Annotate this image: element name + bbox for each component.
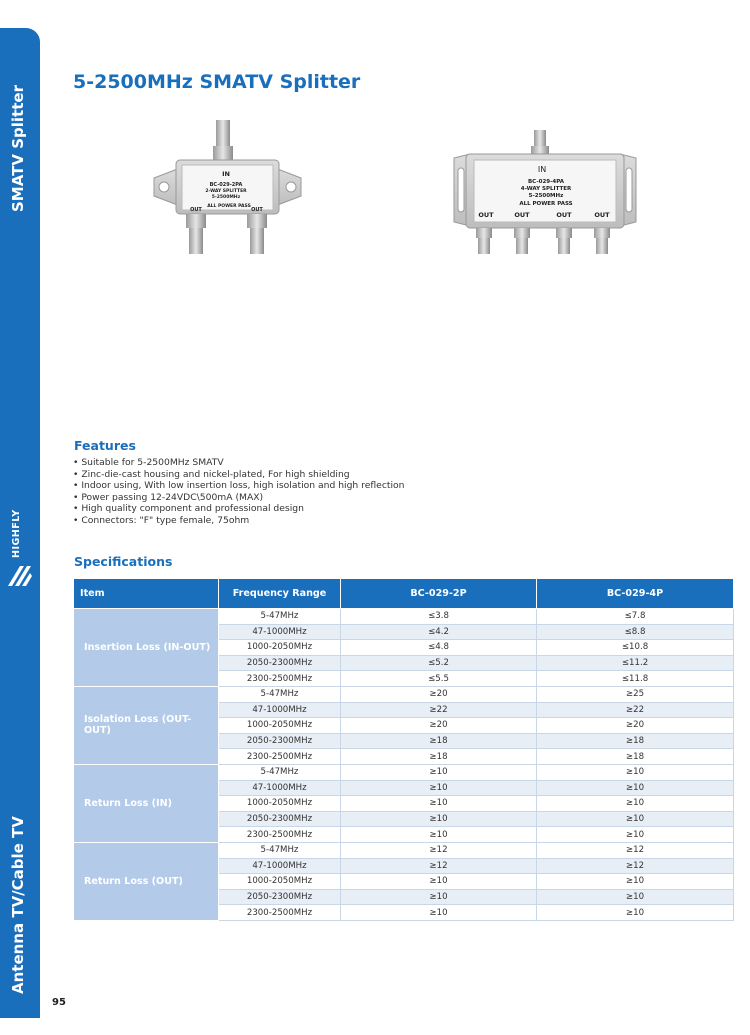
table-row [74,686,734,702]
bc-029-2p-cell: ≥10 [341,827,537,843]
bc-029-2p-cell: ≥10 [341,905,537,921]
bc-029-4p-cell: ≤11.8 [537,671,734,687]
column-header-item: Item [74,579,219,609]
bc-029-4p-cell: ≥25 [537,686,734,702]
brand-logo-icon [6,562,34,588]
frequency-cell: 47-1000MHz [219,858,341,874]
frequency-cell: 47-1000MHz [219,624,341,640]
features-list [73,457,404,527]
table-header-row [74,579,734,609]
page-title: 5-2500MHz SMATV Splitter [73,71,361,93]
spec-group-label: Isolation Loss (OUT-OUT) [74,686,219,764]
bc-029-4p-cell: ≤10.8 [537,640,734,656]
frequency-cell: 1000-2050MHz [219,796,341,812]
bc-029-2p-cell: ≥12 [341,842,537,858]
two-way-model: BC-029-2PA [209,182,243,188]
bc-029-2p-cell: ≥18 [341,749,537,765]
frequency-cell: 2050-2300MHz [219,811,341,827]
bc-029-4p-cell: ≥12 [537,858,734,874]
frequency-cell: 1000-2050MHz [219,874,341,890]
brand-name: HIGHFLY [11,509,22,558]
spec-group-label: Return Loss (IN) [74,764,219,842]
four-way-splitter-image [450,128,640,258]
table-row [74,609,734,625]
frequency-cell: 5-47MHz [219,609,341,625]
bc-029-2p-cell: ≥12 [341,858,537,874]
frequency-cell: 2050-2300MHz [219,655,341,671]
bc-029-2p-cell: ≥20 [341,718,537,734]
table-body [74,609,734,921]
bc-029-2p-cell: ≥18 [341,733,537,749]
two-way-power: ALL POWER PASS [207,204,251,209]
four-way-out-1: OUT [478,211,494,219]
specifications-table [73,578,734,921]
bc-029-4p-cell: ≤8.8 [537,624,734,640]
bc-029-4p-cell: ≥20 [537,718,734,734]
four-way-out-4: OUT [594,211,610,219]
frequency-cell: 2050-2300MHz [219,889,341,905]
bc-029-4p-cell: ≥10 [537,796,734,812]
spec-group-label: Return Loss (OUT) [74,842,219,920]
bc-029-4p-cell: ≥12 [537,842,734,858]
frequency-cell: 1000-2050MHz [219,640,341,656]
feature-item: • Zinc-die-cast housing and nickel-plated, For high shielding [73,469,404,481]
frequency-cell: 5-47MHz [219,686,341,702]
bc-029-2p-cell: ≥10 [341,780,537,796]
column-header-2p: BC-029-2P [341,579,537,609]
column-header-frequency: Frequency Range [219,579,341,609]
bc-029-2p-cell: ≥22 [341,702,537,718]
four-way-out-3: OUT [556,211,572,219]
two-way-out-left: OUT [190,207,202,213]
table-row [74,842,734,858]
frequency-cell: 5-47MHz [219,764,341,780]
bc-029-2p-cell: ≤5.5 [341,671,537,687]
sidebar-section-label: SMATV Splitter [9,85,27,212]
feature-item: • Power passing 12-24VDC\500mA (MAX) [73,492,404,504]
two-way-splitter-image [150,118,305,263]
bc-029-2p-cell: ≤3.8 [341,609,537,625]
bc-029-4p-cell: ≤11.2 [537,655,734,671]
frequency-cell: 1000-2050MHz [219,718,341,734]
page-number: 95 [52,997,66,1008]
frequency-cell: 47-1000MHz [219,780,341,796]
feature-item: • High quality component and professional design [73,503,404,515]
bc-029-4p-cell: ≥10 [537,905,734,921]
bc-029-4p-cell: ≥10 [537,811,734,827]
bc-029-4p-cell: ≥10 [537,889,734,905]
frequency-cell: 47-1000MHz [219,702,341,718]
spec-group-label: Insertion Loss (IN-OUT) [74,609,219,687]
bc-029-4p-cell: ≥18 [537,749,734,765]
bc-029-4p-cell: ≥10 [537,874,734,890]
bc-029-2p-cell: ≤5.2 [341,655,537,671]
bc-029-2p-cell: ≥10 [341,811,537,827]
sidebar-category-label: Antenna TV/Cable TV [9,816,27,994]
frequency-cell: 2300-2500MHz [219,749,341,765]
bc-029-4p-cell: ≥10 [537,764,734,780]
frequency-cell: 2300-2500MHz [219,827,341,843]
sidebar [0,28,40,1018]
bc-029-4p-cell: ≥22 [537,702,734,718]
frequency-cell: 2300-2500MHz [219,671,341,687]
frequency-cell: 2300-2500MHz [219,905,341,921]
four-way-in-label: IN [537,165,547,174]
four-way-power: ALL POWER PASS [519,201,573,207]
four-way-out-2: OUT [514,211,530,219]
four-way-type: 4-WAY SPLITTER [520,186,572,192]
bc-029-2p-cell: ≥10 [341,764,537,780]
feature-item: • Connectors: "F" type female, 75ohm [73,515,404,527]
bc-029-2p-cell: ≥10 [341,889,537,905]
frequency-cell: 5-47MHz [219,842,341,858]
two-way-out-right: OUT [251,207,263,213]
bc-029-4p-cell: ≤7.8 [537,609,734,625]
two-way-freq: 5-2500MHz [211,195,241,200]
bc-029-4p-cell: ≥10 [537,780,734,796]
two-way-type: 2-WAY SPLITTER [205,189,247,194]
bc-029-2p-cell: ≥10 [341,874,537,890]
two-way-in-label: IN [222,170,230,178]
bc-029-2p-cell: ≥20 [341,686,537,702]
frequency-cell: 2050-2300MHz [219,733,341,749]
bc-029-4p-cell: ≥18 [537,733,734,749]
table-row [74,764,734,780]
features-heading: Features [74,438,136,453]
feature-item: • Suitable for 5-2500MHz SMATV [73,457,404,469]
feature-item: • Indoor using, With low insertion loss, high isolation and high reflection [73,480,404,492]
bc-029-2p-cell: ≤4.2 [341,624,537,640]
column-header-4p: BC-029-4P [537,579,734,609]
bc-029-2p-cell: ≤4.8 [341,640,537,656]
four-way-freq: 5-2500MHz [528,193,564,199]
four-way-model: BC-029-4PA [527,179,565,185]
specifications-heading: Specifications [74,554,173,569]
bc-029-4p-cell: ≥10 [537,827,734,843]
bc-029-2p-cell: ≥10 [341,796,537,812]
